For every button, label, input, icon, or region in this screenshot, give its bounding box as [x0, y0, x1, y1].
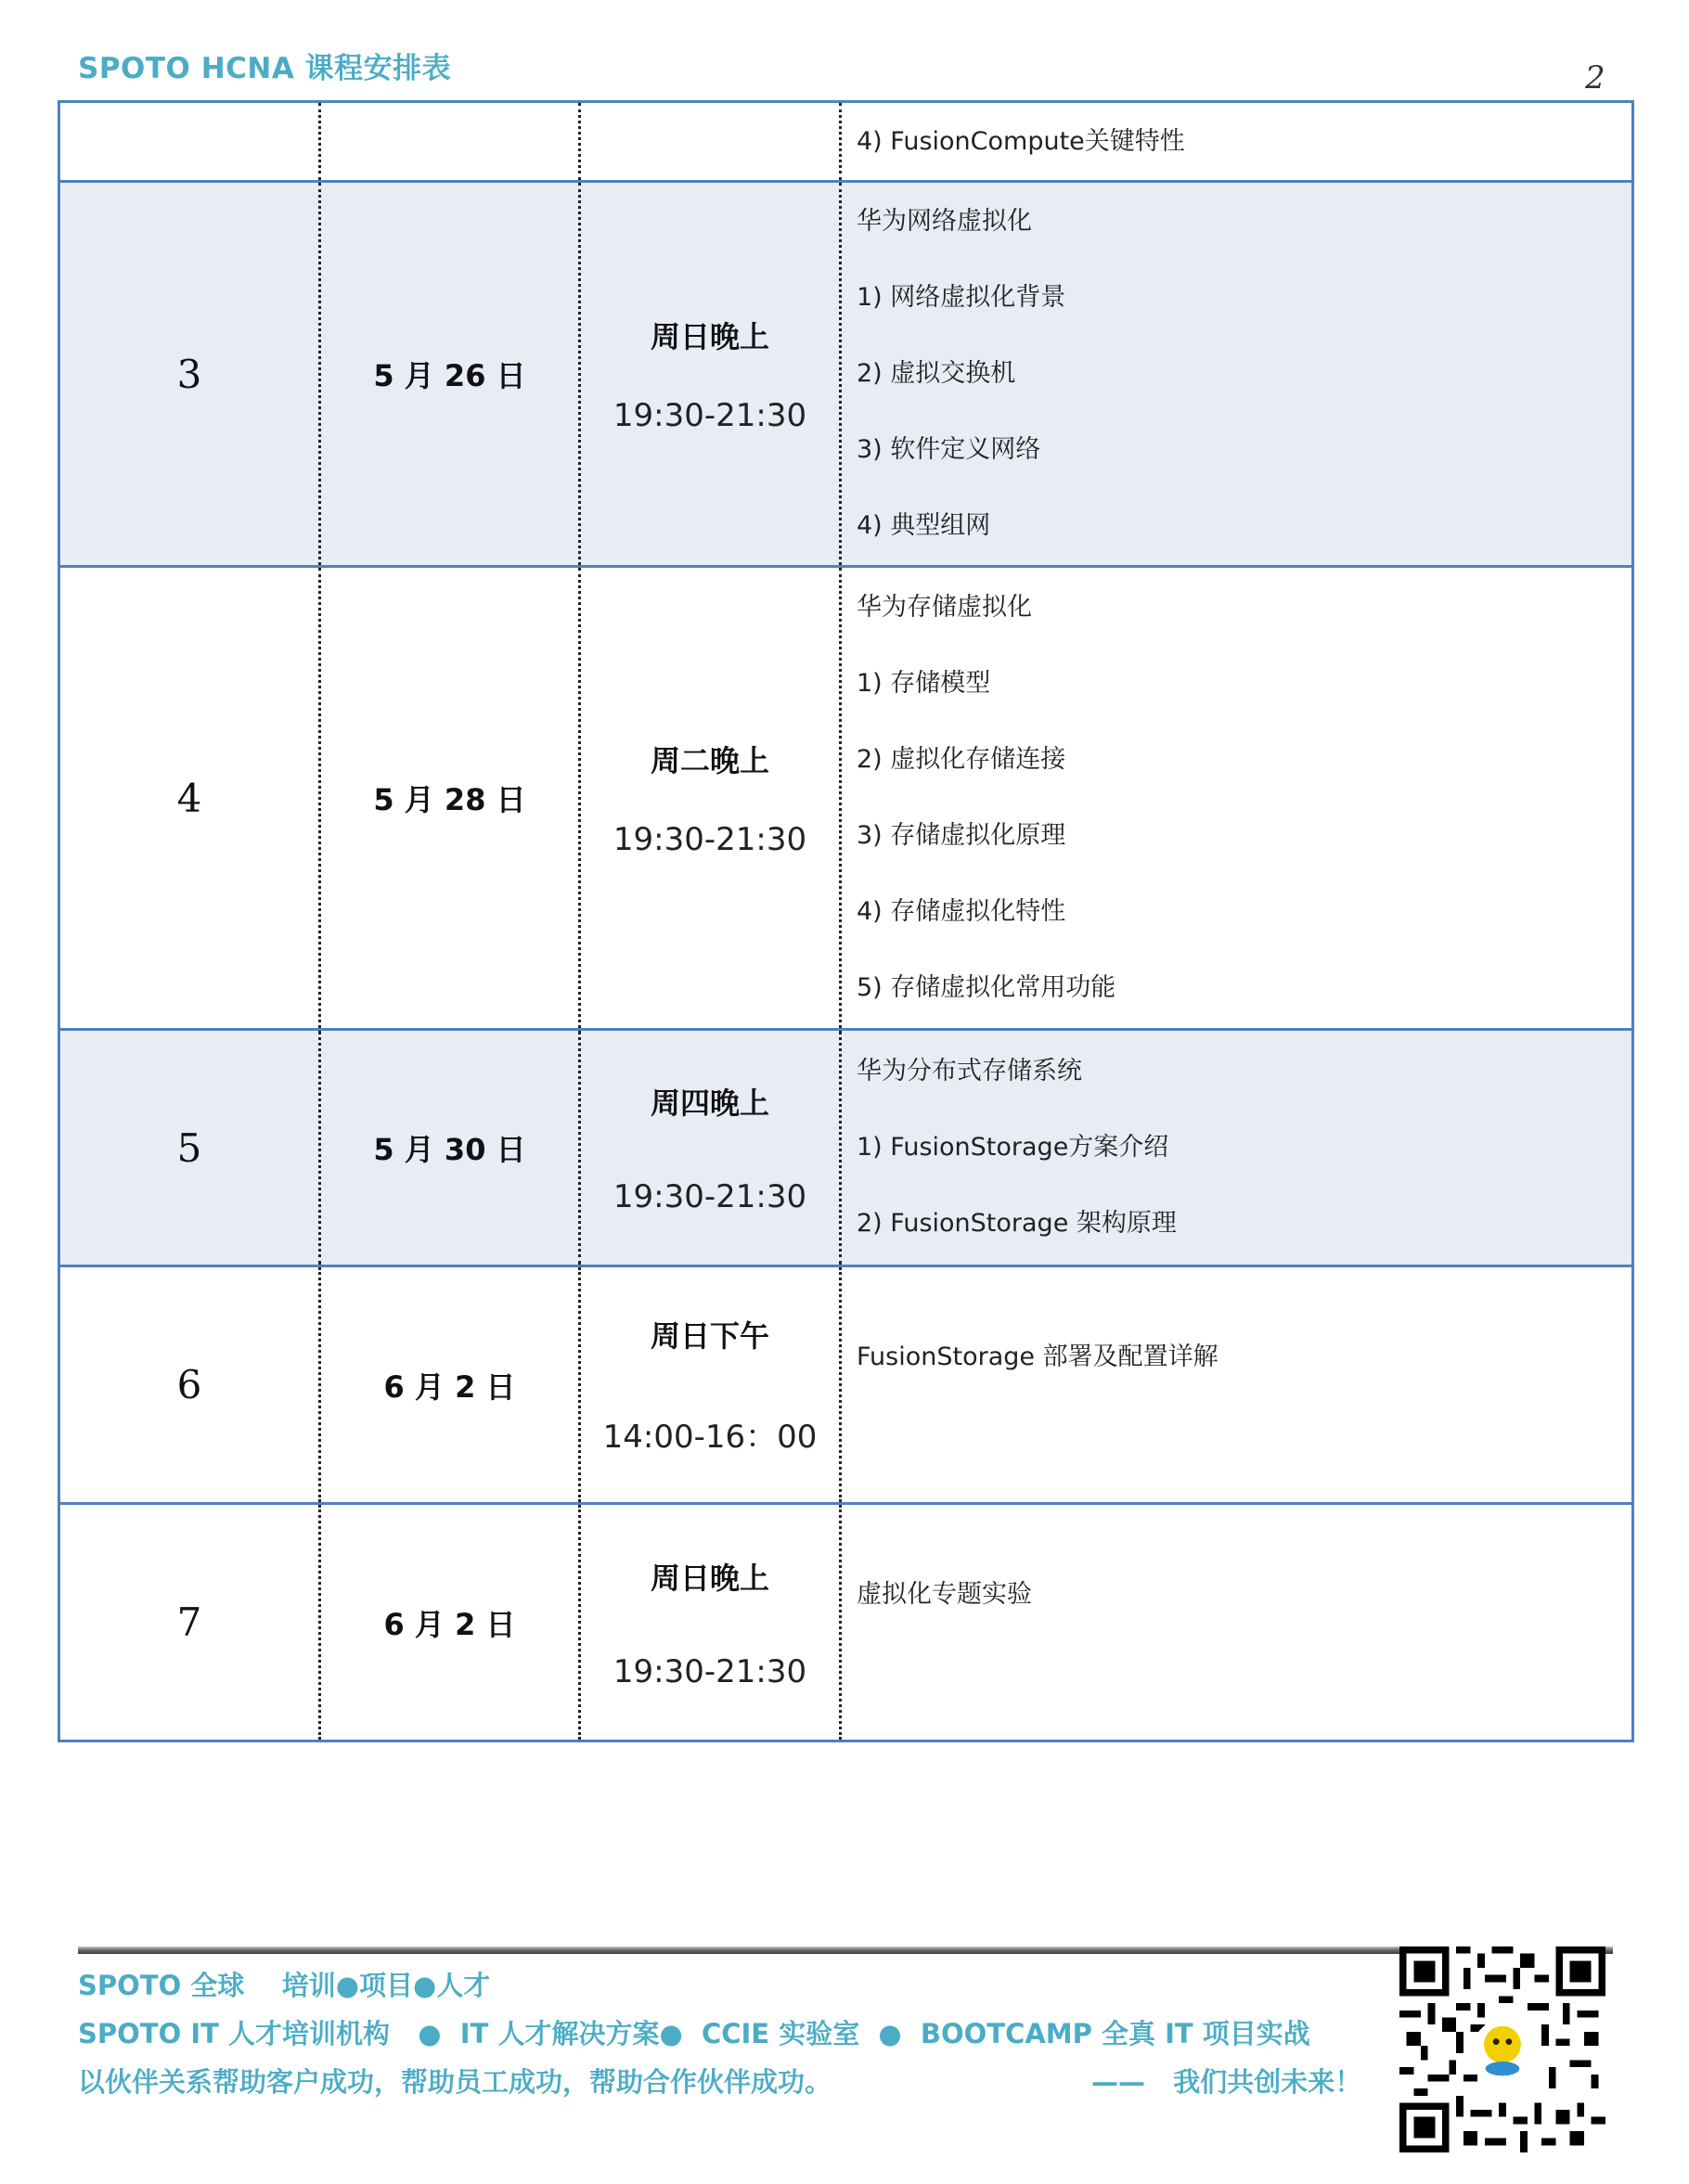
- content-line: FusionStorage 部署及配置详解: [857, 1343, 1218, 1371]
- content-line: 1) FusionStorage方案介绍: [857, 1133, 1169, 1162]
- lesson-day: 周四晚上: [650, 1086, 769, 1121]
- page-number: 2: [1585, 59, 1605, 96]
- lesson-time: 19:30-21:30: [612, 397, 807, 434]
- footer-line-1: SPOTO 全球 培训●项目●人才: [78, 1970, 491, 2001]
- footer-slogan: —— 我们共创未来！: [1091, 2066, 1362, 2098]
- lesson-content: [841, 1030, 1633, 1266]
- lesson-slot: [580, 1504, 841, 1741]
- table-row: [59, 1266, 1633, 1504]
- lesson-slot: [580, 102, 841, 182]
- table-row: [59, 567, 1633, 1030]
- table-row: [59, 182, 1633, 567]
- lesson-date: [320, 102, 580, 182]
- qr-code-icon: [1399, 1946, 1605, 2152]
- content-line: 2) 虚拟化存储连接: [857, 745, 1066, 774]
- lesson-day: 周日晚上: [650, 319, 769, 354]
- page-header-title: SPOTO HCNA 课程安排表: [78, 52, 452, 85]
- lesson-day: 周日下午: [650, 1318, 769, 1354]
- lesson-day: 周二晚上: [650, 743, 769, 778]
- content-line: 华为分布式存储系统: [857, 1057, 1082, 1086]
- content-line: 4) 典型组网: [857, 511, 991, 540]
- lesson-number: [59, 102, 320, 182]
- content-line: 华为网络虚拟化: [857, 207, 1032, 236]
- lesson-number: 5: [59, 1030, 320, 1266]
- lesson-number: 4: [59, 567, 320, 1030]
- lesson-slot: [580, 1266, 841, 1504]
- lesson-date: 5 月 26 日: [320, 182, 580, 567]
- lesson-number: 3: [59, 182, 320, 567]
- content-line: 1) 网络虚拟化背景: [857, 283, 1066, 312]
- content-line: 4) FusionCompute关键特性: [857, 126, 1185, 156]
- lesson-content: [841, 1504, 1633, 1741]
- content-line: 3) 软件定义网络: [857, 435, 1041, 464]
- table-row: [59, 1504, 1633, 1741]
- content-line: 3) 存储虚拟化原理: [857, 821, 1066, 850]
- lesson-slot: [580, 567, 841, 1030]
- lesson-time: 19:30-21:30: [612, 1652, 807, 1690]
- content-line: 1) 存储模型: [857, 669, 991, 698]
- content-line: 5) 存储虚拟化常用功能: [857, 973, 1116, 1002]
- lesson-time: 19:30-21:30: [612, 1178, 807, 1215]
- lesson-date: 6 月 2 日: [320, 1266, 580, 1504]
- lesson-number: 7: [59, 1504, 320, 1741]
- lesson-time: 19:30-21:30: [612, 821, 807, 858]
- lesson-content: [841, 182, 1633, 567]
- lesson-date: 5 月 28 日: [320, 567, 580, 1030]
- table-row: [59, 102, 1633, 182]
- table-row: [59, 1030, 1633, 1266]
- footer-line-2: SPOTO IT 人才培训机构 ● IT 人才解决方案● CCIE 实验室 ● BOOTCAMP 全真 IT 项目实战: [78, 2018, 1310, 2049]
- course-schedule-table: [58, 100, 1634, 1742]
- content-line: 2) 虚拟交换机: [857, 359, 1016, 388]
- lesson-day: 周日晚上: [650, 1560, 769, 1596]
- content-line: 华为存储虚拟化: [857, 593, 1032, 622]
- content-line: 4) 存储虚拟化特性: [857, 897, 1066, 926]
- lesson-slot: [580, 1030, 841, 1266]
- lesson-number: 6: [59, 1266, 320, 1504]
- lesson-date: 5 月 30 日: [320, 1030, 580, 1266]
- content-line: 2) FusionStorage 架构原理: [857, 1209, 1177, 1238]
- lesson-content: [841, 102, 1633, 182]
- footer-line-3: 以伙伴关系帮助客户成功，帮助员工成功，帮助合作伙伴成功。: [78, 2066, 832, 2098]
- lesson-content: [841, 567, 1633, 1030]
- lesson-content: [841, 1266, 1633, 1504]
- content-line: 虚拟化专题实验: [857, 1580, 1032, 1609]
- lesson-slot: [580, 182, 841, 567]
- footer-divider: [78, 1946, 1613, 1954]
- lesson-time: 14:00-16：00: [602, 1419, 818, 1456]
- lesson-date: 6 月 2 日: [320, 1504, 580, 1741]
